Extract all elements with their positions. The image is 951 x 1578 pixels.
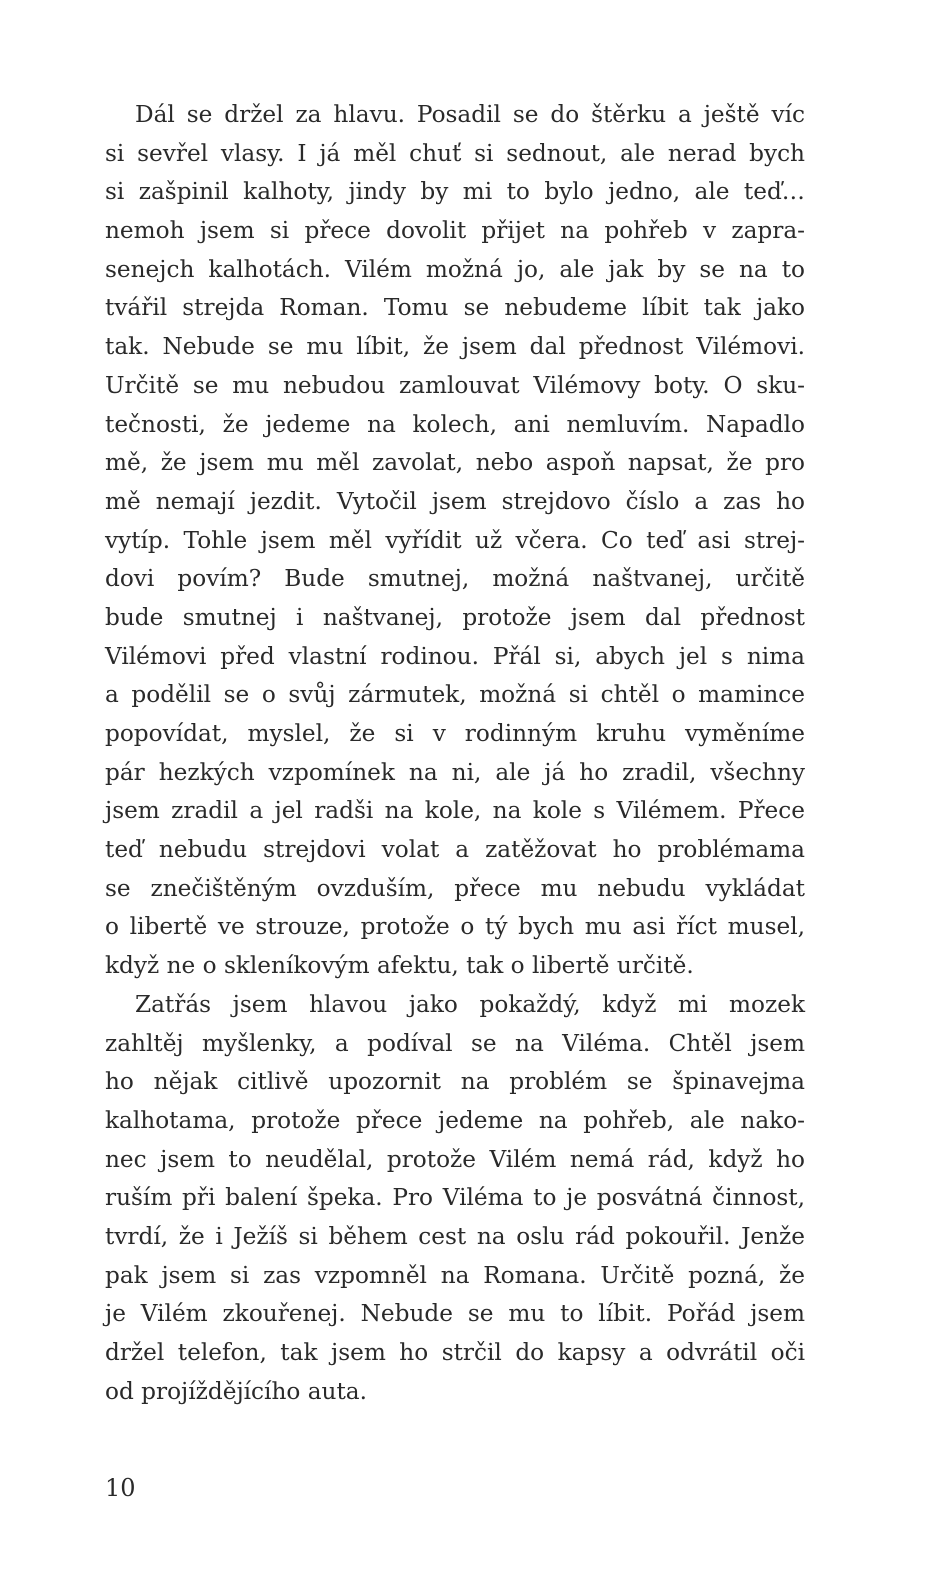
text-line: mě, že jsem mu měl zavolat, nebo aspoň napsat, že pro <box>105 449 805 477</box>
text-line: o libertě ve strouze, protože o tý bych mu asi říct musel, <box>105 913 805 941</box>
text-line: Zatřás jsem hlavou jako pokaždý, když mi mozek <box>135 990 805 1018</box>
text-line: tak. Nebude se mu líbit, že jsem dal přednost Vilémovi. <box>105 333 805 361</box>
text-line: Určitě se mu nebudou zamlouvat Vilémovy boty. O sku- <box>105 371 805 399</box>
text-line: senejch kalhotách. Vilém možná jo, ale jak by se na to <box>105 255 805 283</box>
text-line: teď nebudu strejdovi volat a zatěžovat ho problémama <box>105 836 805 864</box>
text-line: je Vilém zkouřenej. Nebude se mu to líbit. Pořád jsem <box>105 1300 805 1328</box>
text-line: nec jsem to neudělal, protože Vilém nemá rád, když ho <box>105 1145 805 1173</box>
page-number: 10 <box>105 1474 136 1502</box>
text-line: bude smutnej i naštvanej, protože jsem dal přednost <box>105 603 805 631</box>
text-line: tečnosti, že jedeme na kolech, ani nemluvím. Napadlo <box>105 410 805 438</box>
text-line: ruším při balení špeka. Pro Viléma to je posvátná činnost, <box>105 1184 805 1212</box>
text-line: tvářil strejda Roman. Tomu se nebudeme líbit tak jako <box>105 294 805 322</box>
text-line: kalhotama, protože přece jedeme na pohřeb, ale nako- <box>105 1106 805 1134</box>
paragraph-1 <box>105 96 805 986</box>
text-line: Dál se držel za hlavu. Posadil se do štěrku a ještě víc <box>135 101 805 128</box>
text-line: se znečištěným ovzduším, přece mu nebudu vykládat <box>105 874 805 902</box>
text-line: pár hezkých vzpomínek na ni, ale já ho zradil, všechny <box>105 758 805 786</box>
body-text <box>105 96 805 1411</box>
text-line: a podělil se o svůj zármutek, možná si chtěl o mamince <box>105 681 805 709</box>
text-line: ho nějak citlivě upozornit na problém se špinavejma <box>105 1068 805 1096</box>
text-line: dovi povím? Bude smutnej, možná naštvanej, určitě <box>105 565 805 593</box>
text-line: Vilémovi před vlastní rodinou. Přál si, abych jel s nima <box>105 642 805 670</box>
text-line: vytíp. Tohle jsem měl vyřídit už včera. Co teď asi strej- <box>105 526 805 554</box>
text-line: nemoh jsem si přece dovolit přijet na pohřeb v zapra- <box>105 217 805 245</box>
text-line: pak jsem si zas vzpomněl na Romana. Určitě pozná, že <box>105 1261 805 1289</box>
text-line: si zašpinil kalhoty, jindy by mi to bylo jedno, ale teď… <box>105 178 805 206</box>
text-line: mě nemají jezdit. Vytočil jsem strejdovo číslo a zas ho <box>105 487 805 515</box>
text-line: držel telefon, tak jsem ho strčil do kapsy a odvrátil oči <box>105 1339 805 1366</box>
text-line: popovídat, myslel, že si v rodinným kruhu vyměníme <box>105 720 805 747</box>
text-line: když ne o skleníkovým afektu, tak o libertě určitě. <box>105 952 694 980</box>
text-line: jsem zradil a jel radši na kole, na kole s Vilémem. Přece <box>105 797 805 825</box>
paragraph-2 <box>105 986 805 1412</box>
text-line: tvrdí, že i Ježíš si během cest na oslu rád pokouřil. Jenže <box>105 1222 805 1250</box>
text-line: od projíždějícího auta. <box>105 1377 367 1405</box>
text-line: si sevřel vlasy. I já měl chuť si sednout, ale nerad bych <box>105 139 805 167</box>
text-line: zahltěj myšlenky, a podíval se na Viléma. Chtěl jsem <box>105 1029 805 1057</box>
